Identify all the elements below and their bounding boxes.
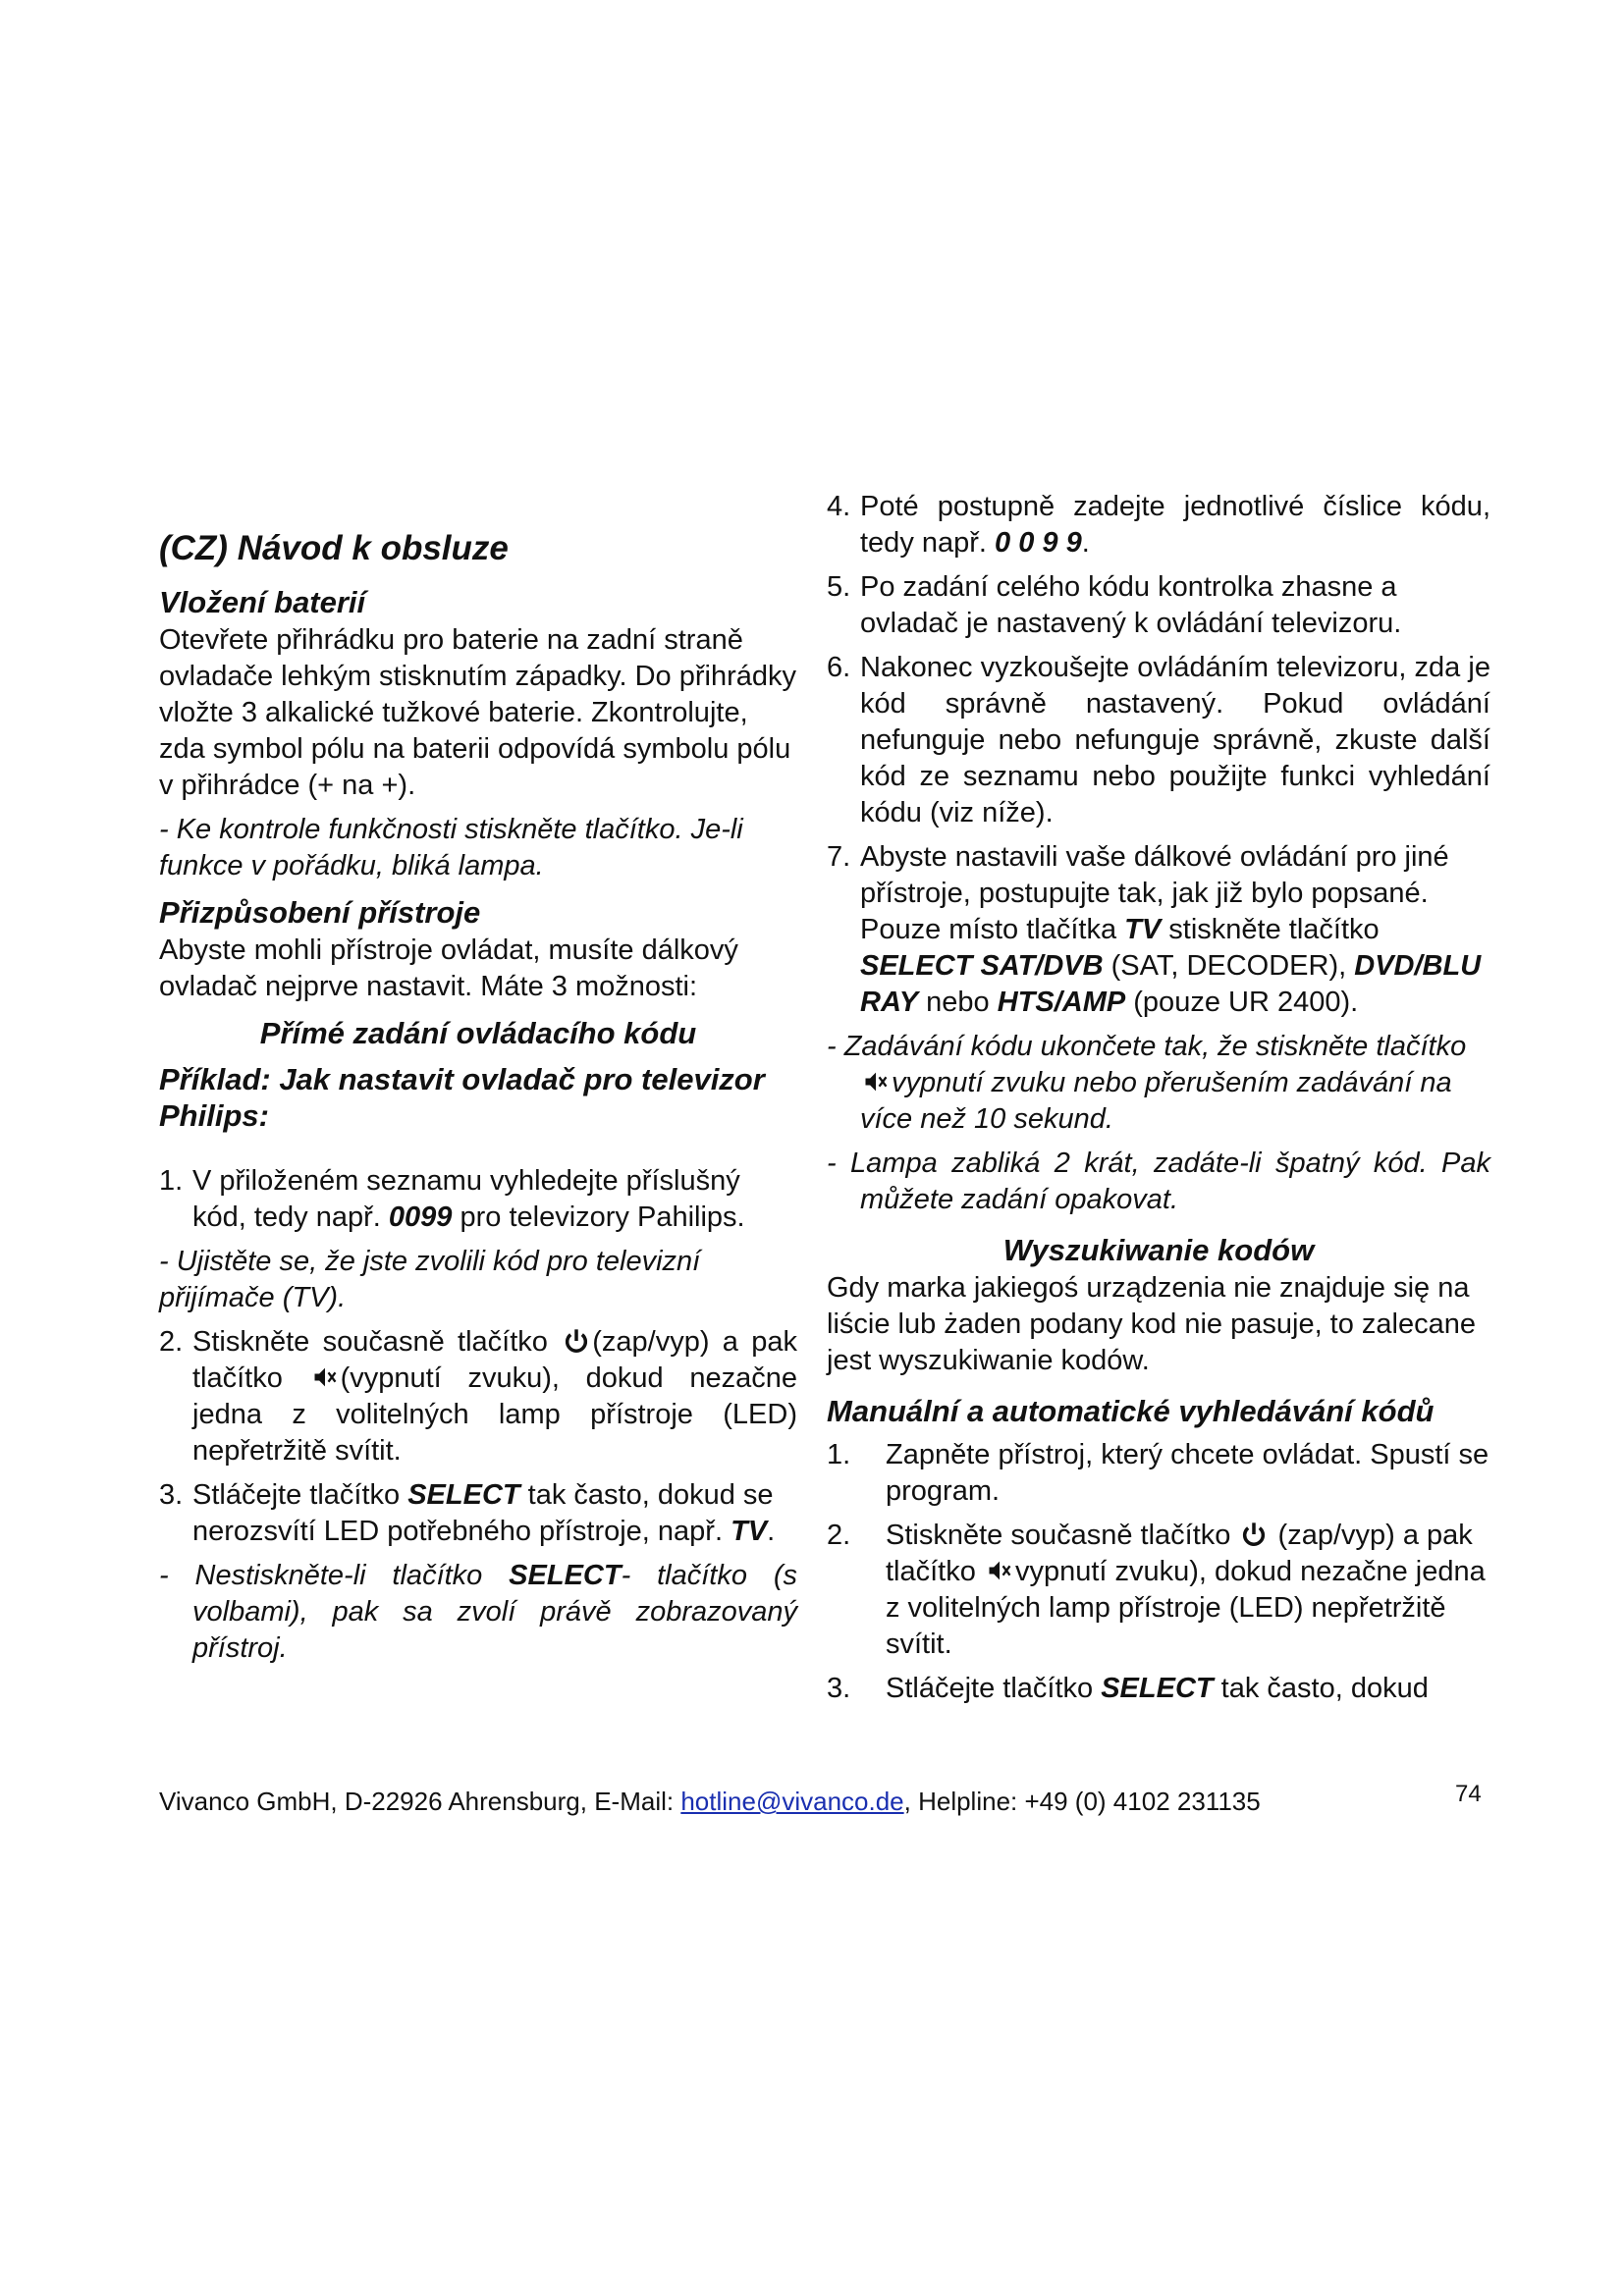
text: tak často, dokud <box>1213 1673 1429 1704</box>
right-column <box>827 489 1490 1707</box>
item-number: 5. <box>827 571 851 603</box>
select-key-label: SELECT <box>509 1560 622 1591</box>
heading-search-pl: Wyszukiwanie kodów <box>1002 1233 1315 1267</box>
heading-manual-search: Manuální a automatické vyhledávání kódů <box>827 1394 1435 1428</box>
item-number: 2. <box>827 1520 851 1551</box>
text: Stláčejte tlačítko <box>192 1479 408 1511</box>
text: (pouze UR 2400). <box>1125 987 1359 1018</box>
list-item <box>827 1518 1490 1663</box>
power-icon <box>1240 1521 1268 1548</box>
list-item <box>827 650 1490 831</box>
select-sat-dvb-key-label: SELECT SAT/DVB <box>860 950 1104 982</box>
text: vypnutí zvuku), dokud nezačne jedna z volitelných lamp přístroje (LED) nepřetržitě svítit. <box>886 1556 1486 1660</box>
paragraph-batteries: Otevřete přihrádku pro baterie na zadní straně ovladače lehkým stisknutím západky. Do přihrádky vložte 3 alkalické tužkové baterie. Zkontrolujte, zda symbol pólu na baterii odpovídá symbolu pólu v přihrádce (+ na +). <box>159 624 797 801</box>
item-text <box>192 1324 797 1469</box>
left-column <box>159 530 797 1667</box>
text: nebo <box>918 987 998 1018</box>
text: (vypnutí zvuku), dokud nezačne jedna z volitelných lamp přístroje (LED) nepřetržitě svítit. <box>192 1362 797 1467</box>
item-number: 2. <box>159 1326 184 1358</box>
item-text: Po zadání celého kódu kontrolka zhasne a ovladač je nastavený k ovládání televizoru. <box>860 571 1402 639</box>
note-finish-entry <box>827 1029 1490 1138</box>
text: Poté postupně zadejte jednotlivé číslice kódu, tedy např. <box>860 491 1490 559</box>
footer-text: Vivanco GmbH, D-22926 Ahrensburg, E-Mail: <box>159 1787 681 1816</box>
item-text <box>192 1477 797 1550</box>
item-number: 4. <box>827 491 851 522</box>
item-text <box>886 1671 1490 1707</box>
code-value: 0099 <box>388 1201 453 1233</box>
mute-icon <box>986 1557 1013 1584</box>
item-number: 3. <box>159 1479 184 1511</box>
item-text: Zapněte přístroj, který chcete ovládat. Spustí se program. <box>886 1439 1489 1507</box>
hts-amp-key-label: HTS/AMP <box>997 987 1126 1018</box>
list-item <box>827 1671 1490 1707</box>
list-item <box>827 569 1490 642</box>
list-item <box>827 489 1490 561</box>
tv-key-label: TV <box>731 1516 768 1547</box>
text: - Nestiskněte-li tlačítko <box>159 1560 510 1591</box>
text: vypnutí zvuku nebo přerušením zadávání na více než 10 sekund. <box>860 1067 1452 1135</box>
heading-adapt-device: Přizpůsobení přístroje <box>159 895 481 930</box>
text: Stláčejte tlačítko <box>886 1673 1102 1704</box>
text: - Zadávání kódu ukončete tak, že stiskněte tlačítko <box>827 1031 1467 1062</box>
heading-batteries: Vložení baterií <box>159 585 366 619</box>
code-value: 0 0 9 9 <box>995 527 1082 559</box>
item-text <box>860 489 1490 561</box>
select-key-label: SELECT <box>1101 1673 1214 1704</box>
list-item <box>827 1437 1490 1510</box>
text: (SAT, DECODER), <box>1103 950 1355 982</box>
note-wrong-code: - Lampa zabliká 2 krát, zadáte-li špatný kód. Pak můžete zadání opakovat. <box>827 1148 1490 1215</box>
select-key-label: SELECT <box>407 1479 520 1511</box>
footer-text: , Helpline: +49 (0) 4102 231135 <box>903 1787 1261 1816</box>
item-text: Nakonec vyzkoušejte ovládáním televizoru, zda je kód správně nastavený. Pokud ovládání nefunguje nebo nefunguje správně, zkuste další kód ze seznamu nebo použijte funkci vyhledání kódu (viz níže). <box>860 652 1490 828</box>
text: V přiloženém seznamu vyhledejte příslušný kód, tedy např. <box>192 1165 740 1233</box>
text: Abyste nastavili vaše dálkové ovládání pro jiné přístroje, postupujte tak, jak již bylo popsané. Pouze místo tlačítka <box>860 841 1449 945</box>
item-number: 6. <box>827 652 851 683</box>
list-item <box>159 1324 797 1469</box>
mute-icon <box>862 1068 890 1095</box>
heading-example: Příklad: Jak nastavit ovladač pro televizor Philips: <box>159 1062 765 1133</box>
paragraph-adapt-device: Abyste mohli přístroje ovládat, musíte dálkový ovladač nejprve nastavit. Máte 3 možnosti: <box>159 934 738 1002</box>
text: - tlačítko (s volbami), pak sa zvolí právě zobrazovaný přístroj. <box>192 1560 797 1664</box>
item-number: 1. <box>159 1165 184 1197</box>
item-text <box>860 839 1490 1021</box>
item-number: 1. <box>827 1439 851 1470</box>
text: tak často, dokud se nerozsvítí LED potřebného přístroje, např. <box>192 1479 774 1547</box>
power-icon <box>563 1327 590 1355</box>
item-text <box>192 1163 797 1236</box>
page-number: 74 <box>1455 1781 1482 1807</box>
text: pro televizory Pahilips. <box>452 1201 745 1233</box>
heading-direct-entry: Přímé zadání ovládacího kódu <box>259 1016 697 1050</box>
note-function-check: - Ke kontrole funkčnosti stiskněte tlačítko. Je-li funkce v pořádku, bliká lampa. <box>159 814 743 881</box>
text: . <box>767 1516 776 1547</box>
text: (zap/vyp) a pak tlačítko <box>886 1520 1473 1587</box>
page-title: (CZ) Návod k obsluze <box>159 529 509 567</box>
item-number: 7. <box>827 841 851 873</box>
mute-icon <box>311 1363 339 1391</box>
text: (zap/vyp) a pak tlačítko <box>192 1326 797 1394</box>
note-tv-code: - Ujistěte se, že jste zvolili kód pro televizní přijímače (TV). <box>159 1246 701 1313</box>
paragraph-search-pl: Gdy marka jakiegoś urządzenia nie znajduje się na liście lub żaden podany kod nie pasuje, to zalecane jest wyszukiwanie kodów. <box>827 1272 1477 1376</box>
list-item <box>827 839 1490 1021</box>
note-select <box>159 1558 797 1667</box>
text: . <box>1081 527 1090 559</box>
email-link[interactable]: hotline@vivanco.de <box>680 1787 904 1816</box>
text: Stiskněte současně tlačítko <box>192 1326 562 1358</box>
item-text <box>886 1518 1490 1663</box>
text: stiskněte tlačítko <box>1161 914 1380 945</box>
list-item <box>159 1477 797 1550</box>
list-item <box>159 1163 797 1236</box>
item-number: 3. <box>827 1673 851 1704</box>
footer <box>159 1787 1261 1817</box>
dvd-bluray-key-label: DVD/BLU RAY <box>860 950 1482 1018</box>
tv-key-label: TV <box>1124 914 1162 945</box>
text: Stiskněte současně tlačítko <box>886 1520 1239 1551</box>
